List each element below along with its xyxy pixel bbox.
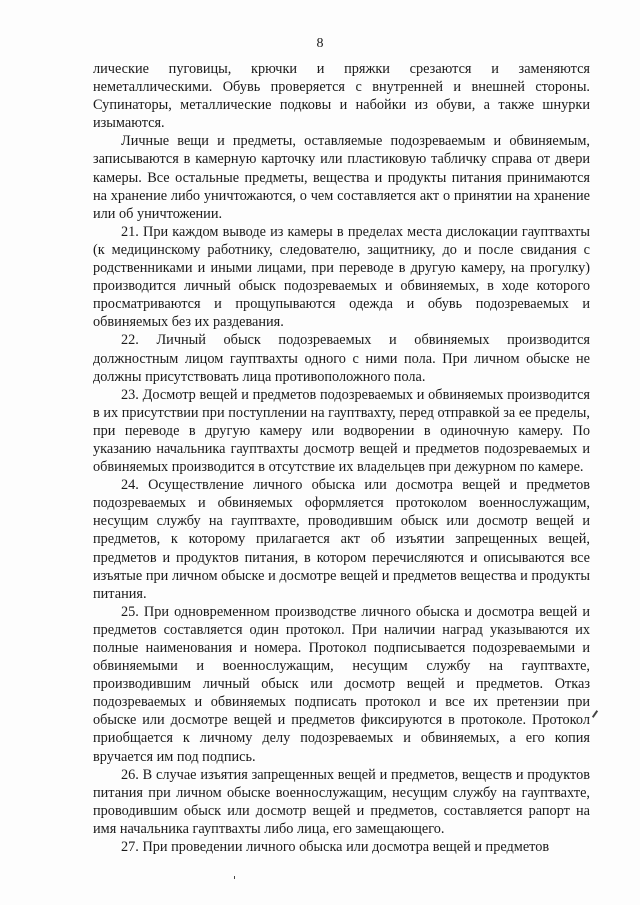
scan-artifact-dot xyxy=(234,876,235,879)
paragraph-21: 21. При каждом выводе из камеры в пределах места дислокации гауптвахты (к медицинскому работнику, следователю, защитнику, до и после свидания с родственниками и иными лицами, при переводе в другую камеру, на прогулку) производится личный обыск подозреваемых и обвиняемых, в ходе которого просматриваются и прощупываются одежда и обувь подозреваемых и обвиняемых без их раздевания. xyxy=(93,223,590,331)
paragraph-personal-items: Личные вещи и предметы, оставляемые подозреваемым и обвиняемым, записываются в камерную карточку или пластиковую табличку справа от двери камеры. Все остальные предметы, вещества и продукты питания принимаются на хранение либо уничтожаются, о чем составляется акт о принятии на хранение или об уничтожении. xyxy=(93,133,590,222)
paragraph-22: 22. Личный обыск подозреваемых и обвиняемых производится должностным лицом гауптвахты одного с ними пола. При личном обыске не должны присутствовать лица противоположного пола. xyxy=(93,332,590,385)
page-number: 8 xyxy=(316,36,324,51)
document-body xyxy=(93,60,590,856)
paragraph-23: 23. Досмотр вещей и предметов подозреваемых и обвиняемых производится в их присутствии при поступлении на гауптвахту, перед отправкой за ее пределы, при переводе в другую камеру или водворении в одиночную камеру. По указанию начальника гауптвахты досмотр вещей и предметов подозреваемых и обвиняемых производится в отсутствие их владельцев при дежурном по камере. xyxy=(93,386,590,476)
paragraph-25: 25. При одновременном производстве личного обыска и досмотра вещей и предметов составляется один протокол. При наличии наград указываются их полные наименования и номера. Протокол подписывается подозреваемыми и обвиняемыми и военнослужащим, несущим службу на гауптвахте, производившим личный обыск или досмотр вещей и предметов. Отказ подозреваемых и обвиняемых подписать протокол и все их претензии при обыске или досмотре вещей и предметов фиксируются в протоколе. Протокол приобщается к личному делу подозреваемых и обвиняемых, а его копия вручается им под подпись. xyxy=(93,603,590,765)
paragraph-continuation: лические пуговицы, крючки и пряжки срезаются и заменяются неметаллическими. Обувь проверяется с внутренней и внешней стороны. Супинаторы, металлические подковы и набойки из обуви, а также шнурки изымаются. xyxy=(93,61,590,132)
scan-artifact-mark xyxy=(592,710,598,718)
paragraph-26: 26. В случае изъятия запрещенных вещей и предметов, веществ и продуктов питания при личном обыске военнослужащим, несущим службу на гауптвахте, проводившим обыск или досмотр вещей и предметов, составляется рапорт на имя начальника гауптвахты либо лица, его замещающего. xyxy=(93,766,590,837)
paragraph-27: 27. При проведении личного обыска или досмотра вещей и предметов xyxy=(121,839,550,856)
paragraph-24: 24. Осуществление личного обыска или досмотра вещей и предметов подозреваемых и обвиняемых оформляется протоколом военнослужащим, несущим службу на гауптвахте, проводившим обыск или досмотр вещей и предметов, к которому прилагается акт об изъятии запрещенных вещей, предметов и продуктов питания, в котором перечисляются и описываются все изъятые при личном обыске и досмотре вещей и предметов вещества и продукты питания. xyxy=(93,477,590,602)
